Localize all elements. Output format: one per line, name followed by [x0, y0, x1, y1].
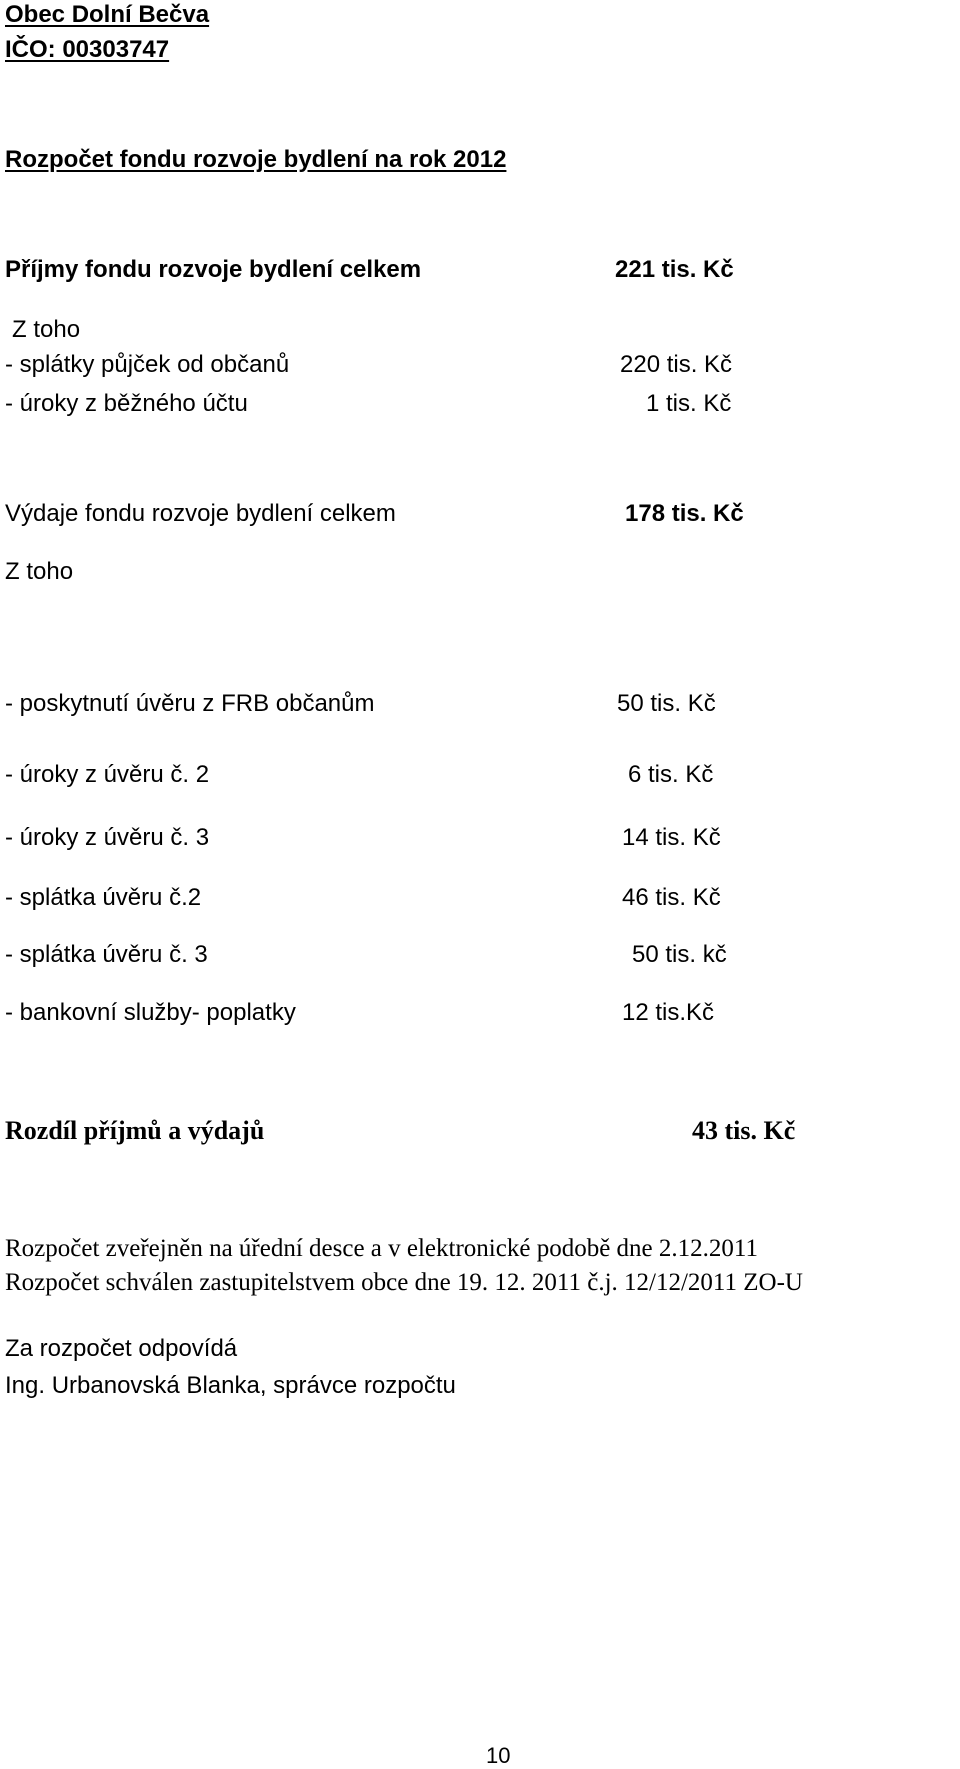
income-total-value: 221 tis. Kč — [615, 256, 734, 283]
expense-item-label: - úroky z úvěru č. 3 — [5, 824, 210, 851]
income-item-value: 220 tis. Kč — [620, 351, 733, 378]
document-title: Rozpočet fondu rozvoje bydlení na rok 2012 — [5, 146, 507, 173]
difference-label: Rozdíl příjmů a výdajů — [5, 1116, 265, 1145]
expense-item-label: - poskytnutí úvěru z FRB občanům — [5, 690, 375, 717]
expense-item-label: - bankovní služby- poplatky — [5, 999, 296, 1026]
expenses-subheading: Z toho — [5, 558, 74, 585]
income-item-label: - splátky půjček od občanů — [5, 351, 290, 378]
org-name: Obec Dolní Bečva — [5, 1, 210, 28]
income-total-label: Příjmy fondu rozvoje bydlení celkem — [5, 256, 422, 283]
income-item-value: 1 tis. Kč — [646, 390, 732, 417]
expense-item-label: - splátka úvěru č. 3 — [5, 941, 208, 968]
expense-item-value: 50 tis. Kč — [617, 690, 716, 717]
published-note: Rozpočet zveřejněn na úřední desce a v elektronické podobě dne 2.12.2011 — [5, 1235, 758, 1262]
expense-item-value: 46 tis. Kč — [622, 884, 721, 911]
income-item-label: - úroky z běžného účtu — [5, 390, 248, 417]
page-number: 10 — [486, 1743, 511, 1768]
expense-item-value: 12 tis.Kč — [622, 999, 715, 1026]
expenses-total-value: 178 tis. Kč — [625, 500, 744, 527]
responsible-person: Ing. Urbanovská Blanka, správce rozpočtu — [5, 1372, 456, 1399]
expenses-total-label: Výdaje fondu rozvoje bydlení celkem — [5, 500, 396, 527]
responsible-heading: Za rozpočet odpovídá — [5, 1335, 238, 1362]
approved-note: Rozpočet schválen zastupitelstvem obce dne 19. 12. 2011 č.j. 12/12/2011 ZO-U — [5, 1269, 803, 1296]
org-ico: IČO: 00303747 — [5, 36, 170, 63]
expense-item-value: 50 tis. kč — [632, 941, 727, 968]
expense-item-label: - úroky z úvěru č. 2 — [5, 761, 210, 788]
difference-value: 43 tis. Kč — [692, 1116, 796, 1145]
expense-item-value: 14 tis. Kč — [622, 824, 721, 851]
expense-item-value: 6 tis. Kč — [628, 761, 714, 788]
income-subheading: Z toho — [12, 316, 81, 343]
expense-item-label: - splátka úvěru č.2 — [5, 884, 202, 911]
